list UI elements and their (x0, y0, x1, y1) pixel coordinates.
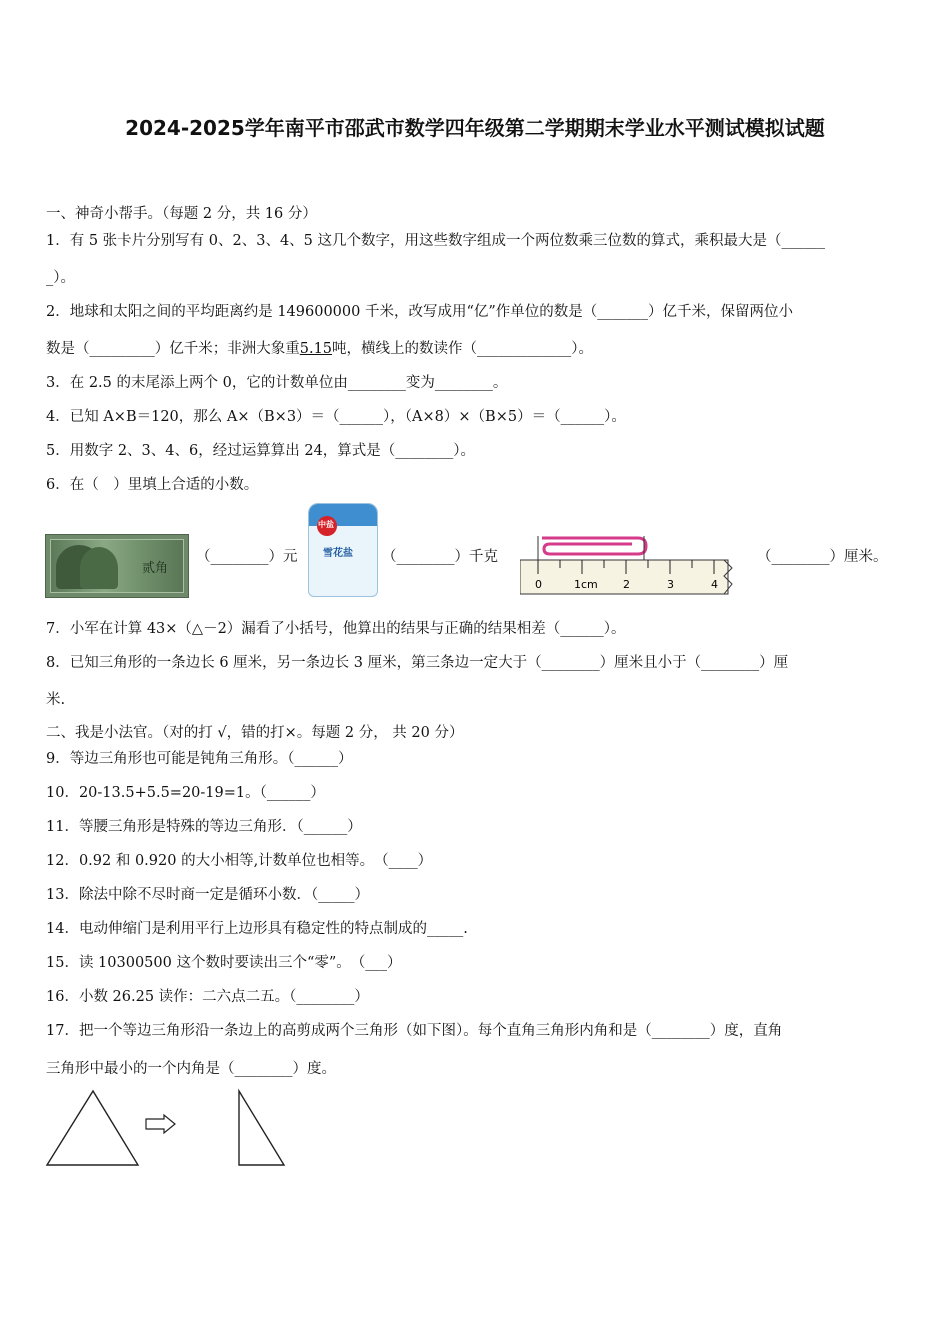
question-14: 14．电动伸缩门是利用平行上边形具有稳定性的特点制成的_____. (46, 921, 468, 937)
question-1-line-1: 1．有 5 张卡片分别写有 0、2、3、4、5 这几个数字，用这些数字组成一个两位数乘三位数的算式，乘积最大是（______ (46, 233, 826, 249)
banknote-image (45, 534, 189, 598)
question-1-line-2: _）。 (46, 270, 75, 286)
question-4: 4．已知 A×B＝120，那么 A×（B×3）＝（______），（A×8）×（B×5）＝（______）。 (46, 409, 626, 425)
question-15: 15．读 10300500 这个数时要读出三个“零”。 （___） (46, 955, 402, 971)
salt-logo-text: 中盐 (318, 520, 334, 529)
ruler-label-2: 2 (623, 578, 630, 591)
question-2-line-1: 2．地球和太阳之间的平均距离约是 149600000 千米，改写成用“亿”作单位的数是（_______）亿千米，保留两位小 (46, 304, 794, 320)
portrait-figure-2 (80, 547, 118, 589)
ruler-label-0: 0 (535, 578, 542, 591)
question-6-blank-kg: （________）千克 (382, 549, 498, 565)
question-6: 6．在（ ）里填上合适的小数。 (46, 477, 259, 493)
question-5: 5．用数字 2、3、4、6，经过运算算出 24，算式是（________）。 (46, 443, 476, 459)
question-10: 10．20-13.5+5.5=20-19=1。（______） (46, 785, 325, 801)
ruler-label-3: 3 (667, 578, 674, 591)
salt-bag-image (308, 503, 378, 597)
section-1-heading: 一、神奇小帮手。（每题 2 分，共 16 分） (46, 206, 317, 222)
banknote-denomination: 贰角 (142, 561, 169, 576)
question-2-line-2 (46, 337, 593, 358)
question-8-line-1: 8．已知三角形的一条边长 6 厘米，另一条边长 3 厘米，第三条边一定大于（________）厘米且小于（________）厘 (46, 655, 789, 671)
question-11: 11．等腰三角形是特殊的等边三角形．（______） (46, 819, 362, 835)
question-17-line-2: 三角形中最小的一个内角是（________）度。 (46, 1061, 336, 1077)
question-6-blank-yuan: （________）元 (196, 549, 298, 565)
triangle-figure (44, 1088, 294, 1170)
right-triangle (239, 1091, 284, 1165)
question-16: 16．小数 26.25 读作：二六点二五。（________） (46, 989, 369, 1005)
equilateral-triangle (47, 1091, 138, 1165)
question-6-blank-cm: （________）厘米。 (757, 549, 888, 565)
salt-brand-label: 雪花盐 (323, 548, 353, 559)
question-3: 3．在 2.5 的末尾添上两个 0，它的计数单位由________变为________。 (46, 375, 508, 391)
question-9: 9．等边三角形也可能是钝角三角形。（______） (46, 751, 353, 767)
question-8-line-2: 米. (46, 692, 66, 708)
ruler-label-1cm: 1cm (574, 578, 598, 591)
section-2-heading: 二、我是小法官。（对的打 √，错的打×。每题 2 分， 共 20 分） (46, 725, 464, 741)
question-2-underlined-number: 5.15 (299, 341, 333, 357)
ruler-label-4: 4 (711, 578, 718, 591)
paperclip-ruler-image (520, 532, 736, 596)
question-2-text-b: 吨，横线上的数读作（_____________）。 (332, 341, 594, 357)
question-13: 13．除法中除不尽时商一定是循环小数．（_____） (46, 887, 369, 903)
page-title: 2024-2025学年南平市邵武市数学四年级第二学期期末学业水平测试模拟试题 (125, 116, 825, 140)
question-2-text-a: 数是（_________）亿千米；非洲大象重 (46, 341, 300, 357)
question-12: 12．0.92 和 0.920 的大小相等,计数单位也相等。 （____） (46, 853, 433, 869)
right-arrow-icon (146, 1115, 175, 1133)
question-17-line-1: 17．把一个等边三角形沿一条边上的高剪成两个三角形（如下图）。每个直角三角形内角和是（________）度，直角 (46, 1023, 783, 1039)
paperclip-icon (542, 538, 646, 554)
question-7: 7．小军在计算 43×（△－2）漏看了小括号，他算出的结果与正确的结果相差（______）。 (46, 621, 626, 637)
